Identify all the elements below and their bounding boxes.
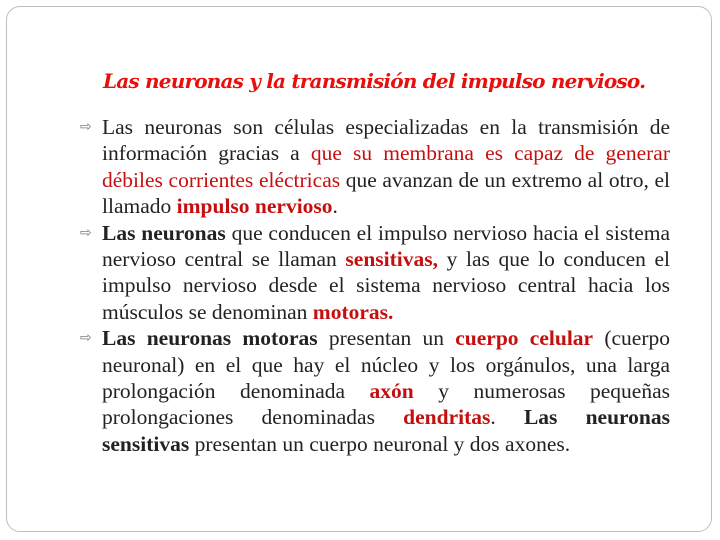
arrow-bullet-icon: ⇨ — [80, 119, 92, 135]
paragraph-neuron-structure — [80, 325, 670, 457]
bold-phrase: Las neuronas sensitivas — [102, 405, 671, 456]
text-segment: y numerosas pequeñas prolongaciones denominadas — [102, 379, 670, 430]
text-segment: . — [490, 405, 524, 430]
text-segment: presentan un cuerpo neuronal y dos axones. — [189, 431, 571, 456]
bold-phrase: Las neuronas motoras — [102, 326, 318, 351]
key-term-impulso-nervioso: impulso nervioso — [176, 194, 333, 219]
key-term-cuerpo-celular: cuerpo celular — [455, 326, 594, 351]
text-segment: (cuerpo neuronal) en el que hay el núcleo y los orgánulos, una larga prolongación denominada — [102, 326, 670, 404]
paragraph-neurons-definition — [80, 114, 670, 220]
text-segment: presentan un — [317, 326, 456, 351]
key-term-axon: axón — [369, 379, 414, 404]
text-segment: que avanzan de un extremo al otro, el llamado — [102, 167, 670, 219]
paragraph-neuron-types — [80, 220, 670, 326]
key-term-sensitivas: sensitivas, — [345, 247, 438, 272]
arrow-bullet-icon: ⇨ — [80, 224, 92, 241]
text-segment: que conducen el impulso nervioso hacia el sistema nervioso central se llaman — [102, 220, 670, 272]
arrow-bullet-icon: ⇨ — [80, 330, 92, 347]
key-term-motoras: motoras. — [312, 299, 394, 324]
bold-phrase: Las neuronas — [102, 220, 226, 245]
text-segment: . — [332, 194, 338, 219]
slide-content — [80, 114, 670, 457]
key-term-dendritas: dendritas — [403, 405, 491, 430]
text-segment: Las neuronas son células especializadas en la transmisión de información gracias a — [102, 115, 670, 166]
text-segment: y las que lo conducen el impulso nervioso desde el sistema nervioso central hacia los músculos se denominan — [102, 247, 670, 324]
slide-title: Las neuronas y la transmisión del impulso nervioso. — [103, 69, 646, 93]
highlighted-phrase: que su membrana es capaz de generar débiles corrientes eléctricas — [102, 141, 670, 192]
